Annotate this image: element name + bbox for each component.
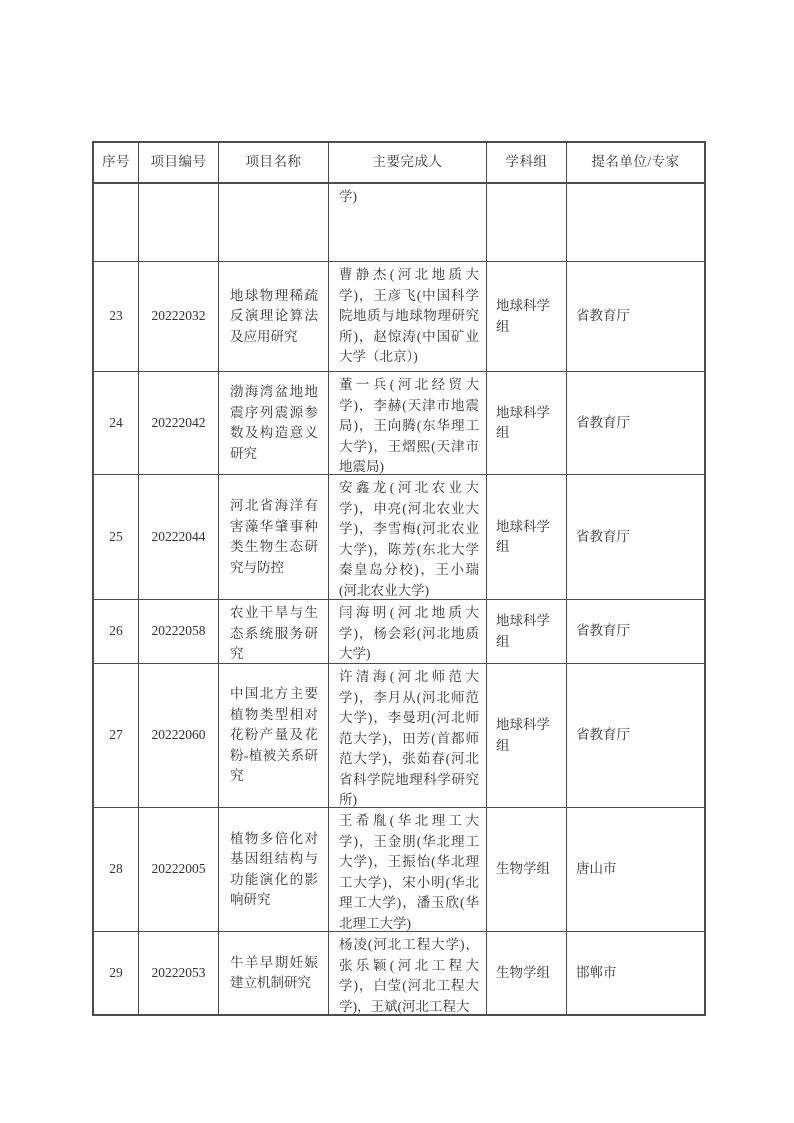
col-header-no: 序号 [94, 143, 139, 184]
cell-project-name: 河北省海洋有害藻华肇事种类生物生态研究与防控 [219, 475, 329, 600]
col-header-name: 项目名称 [219, 143, 329, 184]
col-header-contributors: 主要完成人 [329, 143, 487, 184]
cell-project-name: 中国北方主要植物类型相对花粉产量及花粉-植被关系研究 [219, 664, 329, 808]
cell-code: 20222060 [139, 664, 219, 808]
cell-nominator: 邯郸市 [576, 964, 617, 980]
cell-nominator [567, 184, 704, 262]
cell-contributors: 王希胤(华北理工大学)，王金朋(华北理工大学)，王振怡(华北理工大学)，宋小明(华北理工大学)，潘玉欣(华北理工大学) [329, 808, 487, 932]
cell-no: 29 [94, 932, 139, 1014]
cell-discipline-group: 生物学组 [487, 932, 567, 1014]
cell-contributors: 许清海(河北师范大学)，李月从(河北师范大学)，李曼玥(河北师范大学)，田芳(首都师范大学)，张茹春(河北省科学院地理科学研究所) [329, 664, 487, 808]
cell-discipline-group: 地球科学组 [487, 262, 567, 372]
cell-code: 20222053 [139, 932, 219, 1014]
col-header-nominator: 提名单位/专家 [567, 143, 704, 184]
cell-discipline-group [487, 184, 567, 262]
col-header-group: 学科组 [487, 143, 567, 184]
cell-nominator: 省教育厅 [567, 372, 704, 475]
cell-code: 20222058 [139, 600, 219, 664]
cell-contributors: 安鑫龙(河北农业大学)，申亮(河北农业大学)，李雪梅(河北农业大学)，陈芳(东北大学秦皇岛分校)，王小瑞(河北农业大学) [329, 475, 487, 600]
cell-nominator: 唐山市 [567, 808, 704, 932]
cell-contributors: 曹静杰(河北地质大学)，王彦飞(中国科学院地质与地球物理研究所)，赵惊涛(中国矿业大学（北京）) [329, 262, 487, 372]
cell-no: 27 [94, 664, 139, 808]
cell-no: 26 [94, 600, 139, 664]
cell-code [139, 184, 219, 262]
cell-discipline-group: 地球科学组 [487, 475, 567, 600]
cell-project-name: 渤海湾盆地地震序列震源参数及构造意义研究 [219, 372, 329, 475]
col-header-code: 项目编号 [139, 143, 219, 184]
cell-project-name: 农业干旱与生态系统服务研究 [219, 600, 329, 664]
cell-nominator: 省教育厅 [567, 600, 704, 664]
cell-code: 20222005 [139, 808, 219, 932]
cell-nominator: 省教育厅 [567, 664, 704, 808]
cell-contributors: 学) [329, 184, 487, 262]
cell-contributors: 杨凌(河北工程大学)，张乐颖(河北工程大学)，白莹(河北工程大学)，王斌(河北工程大 [329, 932, 487, 1014]
cell-contributors: 闫海明(河北地质大学)，杨会彩(河北地质大学) [329, 600, 487, 664]
cell-nominator: 省教育厅 [567, 262, 704, 372]
projects-table [92, 141, 706, 1016]
cell-nominator: 省教育厅 [567, 475, 704, 600]
cell-no: 24 [94, 372, 139, 475]
cell-no [94, 184, 139, 262]
cell-code: 20222042 [139, 372, 219, 475]
cell-discipline-group: 地球科学组 [487, 600, 567, 664]
cell-project-name: 牛羊早期妊娠建立机制研究 [219, 932, 329, 1014]
cell-no: 23 [94, 262, 139, 372]
cell-discipline-group: 生物学组 [487, 808, 567, 932]
cell-discipline-group: 地球科学组 [487, 664, 567, 808]
cell-contributors: 董一兵(河北经贸大学)，李赫(天津市地震局)，王向腾(东华理工大学)，王熠熙(天津市地震局) [329, 372, 487, 475]
cell-no: 25 [94, 475, 139, 600]
cell-project-name [219, 184, 329, 262]
cell-code: 20222044 [139, 475, 219, 600]
cell-project-name: 植物多倍化对基因组结构与功能演化的影响研究 [219, 808, 329, 932]
cell-discipline-group: 地球科学组 [487, 372, 567, 475]
cell-code: 20222032 [139, 262, 219, 372]
cell-no: 28 [94, 808, 139, 932]
cell-project-name: 地球物理稀疏反演理论算法及应用研究 [219, 262, 329, 372]
